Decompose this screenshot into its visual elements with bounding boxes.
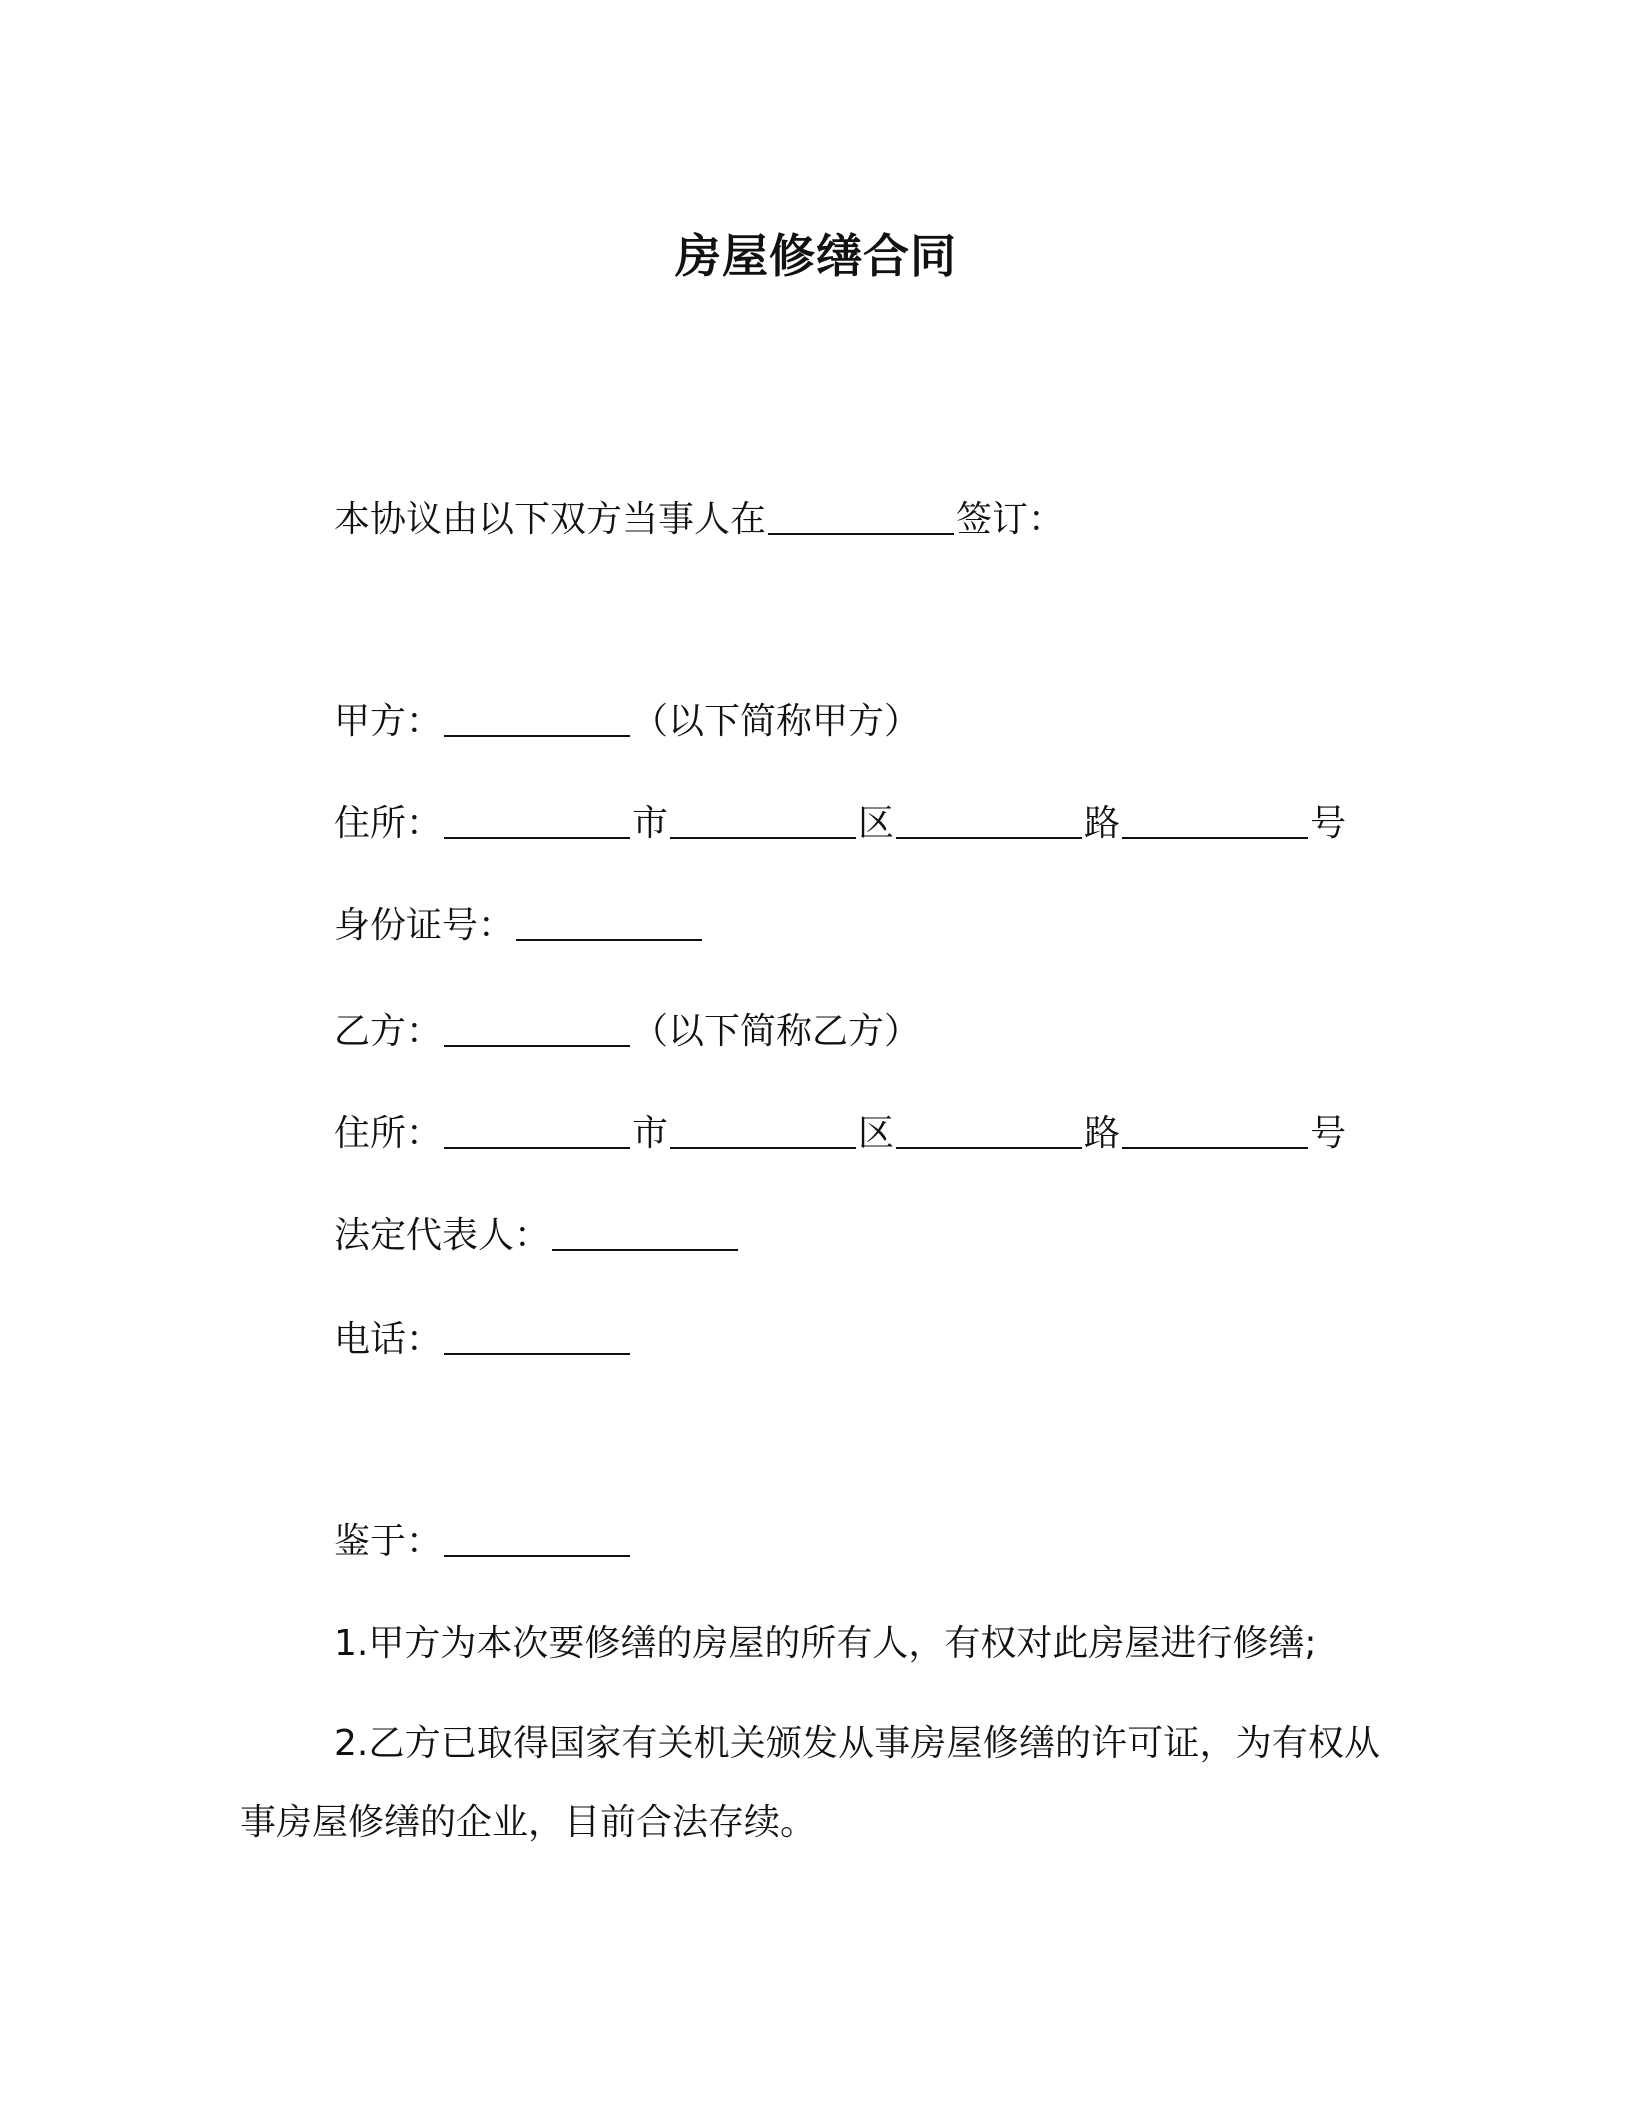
- address-b-line: [334, 1110, 1346, 1158]
- document-title: 房屋修缮合同: [675, 229, 957, 283]
- signing-place-blank[interactable]: [768, 501, 954, 535]
- address-a-district: 区: [858, 803, 895, 844]
- address-b-number-blank[interactable]: [1122, 1115, 1308, 1149]
- address-b-district-blank[interactable]: [670, 1115, 856, 1149]
- party-b-line: [334, 1008, 920, 1056]
- legal-rep-label: 法定代表人：: [334, 1215, 551, 1256]
- address-a-city: 市: [632, 803, 669, 844]
- phone-line: [334, 1316, 632, 1364]
- address-a-line: [334, 800, 1346, 848]
- whereas-blank[interactable]: [444, 1523, 630, 1557]
- id-number-label: 身份证号：: [334, 905, 515, 946]
- address-b-city: 市: [632, 1113, 669, 1154]
- party-a-line: [334, 698, 920, 746]
- legal-rep-blank[interactable]: [552, 1217, 738, 1251]
- whereas-label: 鉴于：: [334, 1521, 443, 1562]
- whereas-line: [334, 1518, 632, 1566]
- id-number-line: [334, 902, 704, 950]
- id-number-blank[interactable]: [516, 907, 702, 941]
- address-a-number-blank[interactable]: [1122, 805, 1308, 839]
- phone-blank[interactable]: [444, 1321, 630, 1355]
- phone-label: 电话：: [334, 1319, 443, 1360]
- intro-prefix: 本协议由以下双方当事人在: [334, 499, 767, 540]
- address-a-district-blank[interactable]: [670, 805, 856, 839]
- party-b-blank[interactable]: [444, 1013, 630, 1047]
- address-b-number: 号: [1310, 1113, 1347, 1154]
- address-b-road-blank[interactable]: [896, 1115, 1082, 1149]
- address-a-road: 路: [1084, 803, 1121, 844]
- party-a-label: 甲方：: [334, 701, 443, 742]
- address-b-label: 住所：: [334, 1113, 443, 1154]
- party-b-note: （以下简称乙方）: [632, 1011, 921, 1052]
- clause-1: 1.甲方为本次要修缮的房屋的所有人，有权对此房屋进行修缮;: [334, 1623, 1317, 1664]
- address-b-road: 路: [1084, 1113, 1121, 1154]
- party-a-blank[interactable]: [444, 703, 630, 737]
- address-b-district: 区: [858, 1113, 895, 1154]
- intro-suffix: 签订：: [956, 499, 1065, 540]
- legal-rep-line: [334, 1212, 740, 1260]
- address-a-city-blank[interactable]: [444, 805, 630, 839]
- address-a-road-blank[interactable]: [896, 805, 1082, 839]
- address-a-number: 号: [1310, 803, 1347, 844]
- party-b-label: 乙方：: [334, 1011, 443, 1052]
- party-a-note: （以下简称甲方）: [632, 701, 921, 742]
- address-a-label: 住所：: [334, 803, 443, 844]
- clause-2: 2.乙方已取得国家有关机关颁发从事房屋修缮的许可证，为有权从事房屋修缮的企业，目前合法存续。: [240, 1723, 1380, 1843]
- address-b-city-blank[interactable]: [444, 1115, 630, 1149]
- intro-line: [334, 496, 1064, 544]
